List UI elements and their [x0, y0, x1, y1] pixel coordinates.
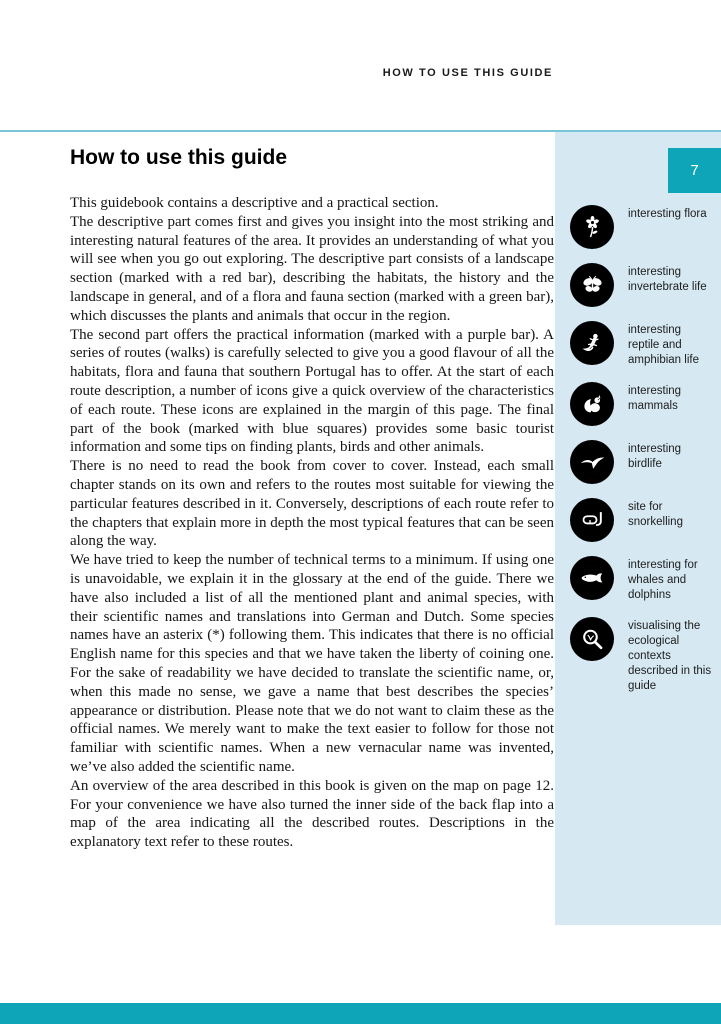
whale-icon — [570, 556, 614, 600]
legend-label: interesting invertebrate life — [628, 266, 707, 293]
legend-item-snorkelling — [570, 498, 715, 542]
running-header: HOW TO USE THIS GUIDE — [382, 67, 553, 79]
legend-label: interesting reptile and amphibian life — [628, 324, 699, 366]
legend-label: interesting flora — [628, 208, 707, 220]
legend-label: interesting birdlife — [628, 443, 682, 470]
legend-item-flora — [570, 205, 715, 249]
flower-icon — [570, 205, 614, 249]
butterfly-icon — [570, 263, 614, 307]
legend-label: interesting for whales and dolphins — [628, 559, 698, 601]
squirrel-icon — [570, 382, 614, 426]
gecko-icon — [570, 321, 614, 365]
legend-label: visualising the ecological contexts described in this guide — [628, 620, 712, 692]
legend-item-reptiles — [570, 321, 715, 368]
legend-item-mammals — [570, 382, 715, 426]
legend-label: site for snorkelling — [628, 501, 683, 528]
body-paragraph: The descriptive part comes first and gives you insight into the most striking and interesting natural features of the area. It provides an understanding of what you will see when you go out exploring. The descriptive part consists of a landscape section (marked with a red bar), describing the habitats, the history and the landscape in general, and of a flora and fauna section (marked with a green bar), which discusses the plants and animals that occur in the region. — [70, 213, 554, 324]
bird-icon — [570, 440, 614, 484]
page-number-badge: 7 — [668, 148, 721, 193]
icon-legend-sidebar — [555, 132, 721, 925]
legend-label: interesting mammals — [628, 385, 682, 412]
legend-item-ecological-contexts — [570, 617, 715, 694]
body-paragraph: We have tried to keep the number of technical terms to a minimum. If using one is unavoidable, we explain it in the glossary at the end of the guide. There we have also included a list of all the mentioned plant and animal species, with their scientific names and translations into German and Dutch. Some species names have an asterix (*) following them. This indicates that there is no official English name for this species and that we have taken the liberty of coining one. For the sake of readability we have decided to translate the scientific name, or, when this made no sense, we gave a name that best describes the species’ appearance or distribution. Please note that we do not want to claim these as the official names. We merely want to make the text easier to follow for those not familiar with scientific names. When a new vernacular name was invented, we’ve also added the scientific name. — [70, 552, 554, 775]
legend-item-invertebrates — [570, 263, 715, 307]
body-text — [70, 194, 554, 852]
page-title: How to use this guide — [70, 146, 288, 169]
bottom-accent-bar — [0, 1003, 721, 1024]
legend-item-birds — [570, 440, 715, 484]
body-paragraph: This guidebook contains a descriptive and a practical section. — [70, 195, 439, 211]
magnifier-icon — [570, 617, 614, 661]
body-paragraph: There is no need to read the book from cover to cover. Instead, each small chapter stands on its own and refers to the routes most suitable for viewing the particular features described in it. Conversely, descriptions of each route refer to the chapters that explain more in depth the most typical features that can be seen along the way. — [70, 458, 554, 550]
main-content — [70, 146, 554, 852]
route-icon-legend — [570, 205, 715, 694]
body-paragraph: The second part offers the practical information (marked with a purple bar). A series of routes (walks) is carefully selected to give you a good flavour of all the habitats, flora and fauna that southern Portugal has to offer. At the start of each route description, a number of icons give a quick overview of the characteristics of each route. These icons are explained in the margin of this page. The final part of the book (marked with blue squares) provides some basic tourist information and some tips on finding plants, birds and other animals. — [70, 326, 554, 456]
legend-item-whales — [570, 556, 715, 603]
body-paragraph: An overview of the area described in this book is given on the map on page 12. For your convenience we have also turned the inner side of the back flap into a map of the area indicating all the described routes. Descriptions in the explanatory text refer to these routes. — [70, 777, 554, 851]
snorkel-mask-icon — [570, 498, 614, 542]
